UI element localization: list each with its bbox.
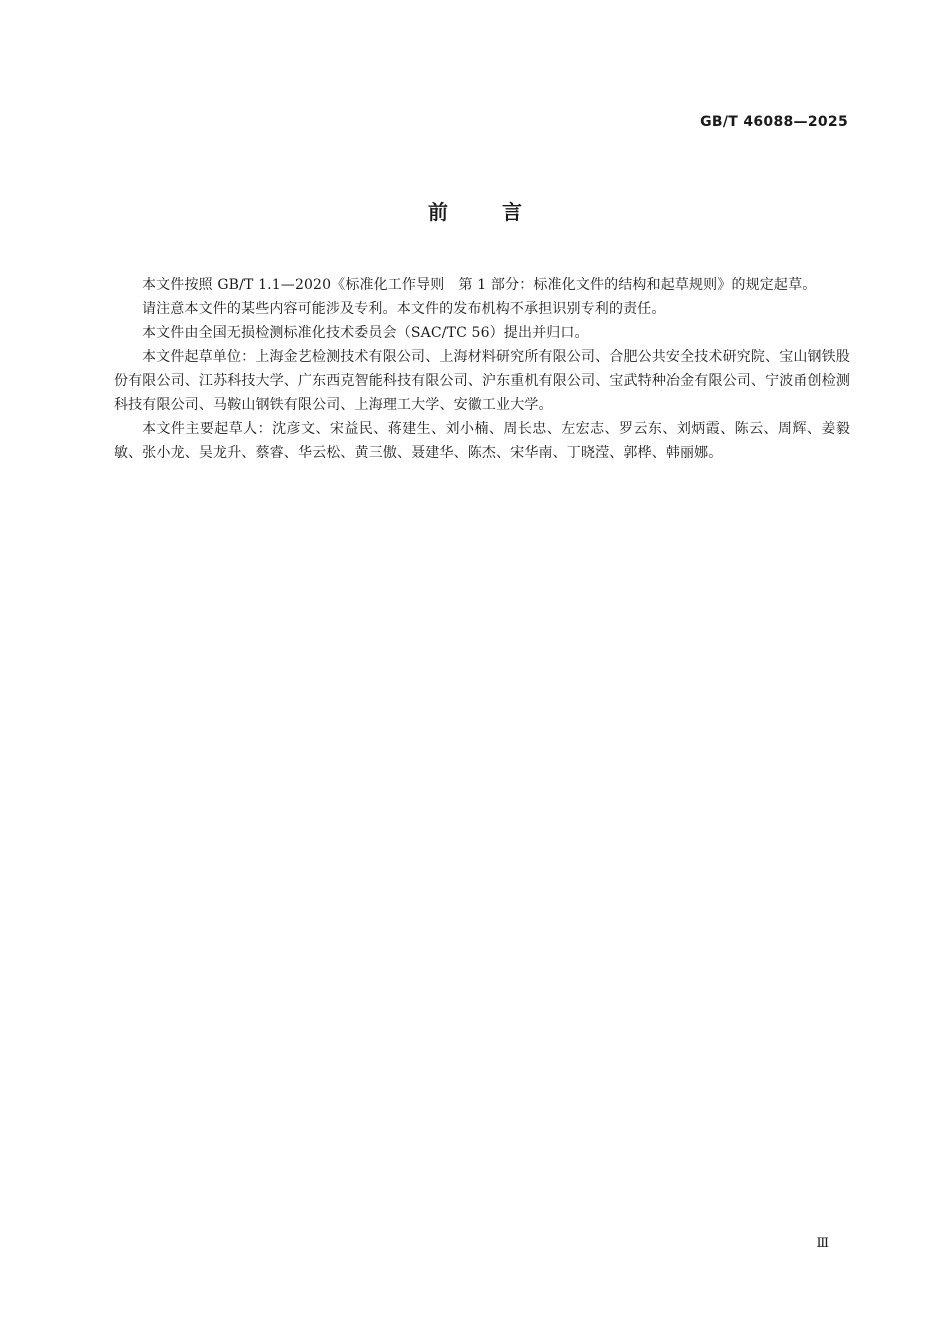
paragraph-patent-notice: 请注意本文件的某些内容可能涉及专利。本文件的发布机构不承担识别专利的责任。 xyxy=(142,301,666,317)
paragraph-drafting-rules: 本文件按照 GB/T 1.1—2020《标准化工作导则 第 1 部分：标准化文件的结构和起草规则》的规定起草。 xyxy=(142,277,817,293)
page-number: Ⅲ xyxy=(816,1236,829,1251)
title-char-right: 言 xyxy=(502,200,522,224)
title-char-left: 前 xyxy=(428,200,448,224)
paragraph-drafters: 本文件主要起草人：沈彦文、宋益民、蒋建生、刘小楠、周长忠、左宏志、罗云东、刘炳霞、陈云、周辉、姜毅敏、张小龙、吴龙升、蔡睿、华云松、黄三傲、聂建华、陈杰、宋华南、丁晓滢、郭桦、韩丽娜。 xyxy=(114,421,850,461)
page-title xyxy=(0,196,950,225)
foreword-body xyxy=(114,273,850,465)
standard-number: GB/T 46088—2025 xyxy=(700,114,848,130)
paragraph-drafting-units: 本文件起草单位：上海金艺检测技术有限公司、上海材料研究所有限公司、合肥公共安全技术研究院、宝山钢铁股份有限公司、江苏科技大学、广东西克智能科技有限公司、沪东重机有限公司、宝武特种冶金有限公司、宁波甬创检测科技有限公司、马鞍山钢铁有限公司、上海理工大学、安徽工业大学。 xyxy=(114,349,850,413)
paragraph-proposer: 本文件由全国无损检测标准化技术委员会（SAC/TC 56）提出并归口。 xyxy=(142,325,589,341)
